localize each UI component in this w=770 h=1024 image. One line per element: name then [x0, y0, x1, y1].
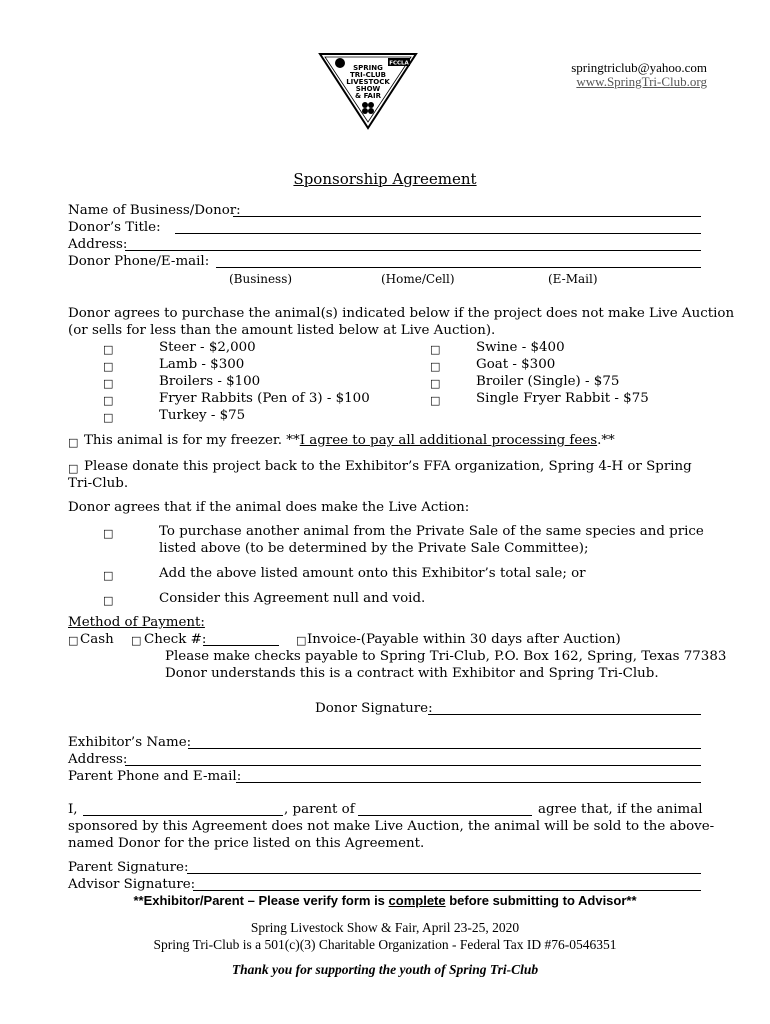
- checkbox-fryer-rabbits[interactable]: □: [103, 394, 114, 407]
- exhibitor-child-field[interactable]: [358, 815, 532, 816]
- footer-thanks: Thank you for supporting the youth of Spring Tri-Club: [231, 962, 539, 977]
- address-label: Address:: [68, 237, 128, 252]
- parent-phone-field[interactable]: [236, 782, 701, 783]
- option-swine: Swine - $400: [476, 340, 565, 355]
- address-field[interactable]: [125, 250, 701, 251]
- donor-title-label: Donor’s Title:: [68, 220, 161, 235]
- spring-tri-club-logo: [318, 52, 418, 130]
- statement-line-3: named Donor for the price listed on this Agreement.: [68, 836, 425, 851]
- option-steer: Steer - $2,000: [159, 340, 256, 355]
- svg-text:FCCLA: FCCLA: [389, 60, 409, 67]
- checkbox-lamb[interactable]: □: [103, 360, 114, 373]
- freezer-statement: This animal is for my freezer. **I agree to pay all additional processing fees.**: [84, 433, 615, 448]
- checkbox-broilers[interactable]: □: [103, 377, 114, 390]
- option-single-fryer-rabbit: Single Fryer Rabbit - $75: [476, 391, 649, 406]
- option-goat: Goat - $300: [476, 357, 556, 372]
- live-option-1-line-1: To purchase another animal from the Private Sale of the same species and price: [159, 524, 704, 539]
- checkbox-goat[interactable]: □: [430, 360, 441, 373]
- option-fryer-rabbits: Fryer Rabbits (Pen of 3) - $100: [159, 391, 370, 406]
- svg-text:SPRING: SPRING: [353, 64, 383, 72]
- statement-agree: agree that, if the animal: [538, 802, 703, 817]
- live-option-2: Add the above listed amount onto this Exhibitor’s total sale; or: [159, 566, 586, 581]
- statement-parent-of: , parent of: [284, 802, 355, 817]
- parent-signature-field[interactable]: [187, 873, 701, 874]
- advisor-signature-field[interactable]: [193, 890, 701, 891]
- payment-invoice-label: Invoice-(Payable within 30 days after Auction): [307, 632, 621, 647]
- option-lamb: Lamb - $300: [159, 357, 245, 372]
- exhibitor-address-field[interactable]: [125, 765, 701, 766]
- payment-heading: Method of Payment:: [68, 615, 205, 630]
- option-turkey: Turkey - $75: [159, 408, 246, 423]
- exhibitor-address-label: Address:: [68, 752, 128, 767]
- statement-i: I,: [68, 802, 78, 817]
- sub-homecell: (Home/Cell): [381, 272, 455, 286]
- svg-text:TRI-CLUB: TRI-CLUB: [349, 71, 387, 79]
- business-field[interactable]: [233, 216, 701, 217]
- checkbox-purchase-another[interactable]: □: [103, 527, 114, 540]
- checkbox-donate[interactable]: □: [68, 462, 79, 475]
- contact-email[interactable]: springtriclub@yahoo.com: [571, 60, 707, 75]
- business-label: Name of Business/Donor:: [68, 203, 241, 218]
- parent-phone-label: Parent Phone and E-mail:: [68, 769, 242, 784]
- sub-business: (Business): [229, 272, 293, 286]
- verify-warning: **Exhibitor/Parent – Please verify form is complete before submitting to Advisor**: [133, 893, 637, 908]
- check-number-field[interactable]: [203, 645, 279, 646]
- parent-signature-label: Parent Signature:: [68, 860, 189, 875]
- checkbox-broiler-single[interactable]: □: [430, 377, 441, 390]
- footer-tax-id: Spring Tri-Club is a 501(c)(3) Charitable Organization - Federal Tax ID #76-0546351: [153, 937, 617, 952]
- live-option-1-line-2: listed above (to be determined by the Private Sale Committee);: [159, 541, 589, 556]
- svg-text:SHOW: SHOW: [355, 85, 381, 93]
- donate-line-2: Tri-Club.: [68, 476, 129, 491]
- payment-cash-label: Cash: [80, 632, 114, 647]
- donor-signature-field[interactable]: [428, 714, 701, 715]
- payment-check-label: Check #:: [144, 632, 207, 647]
- parent-name-field[interactable]: [83, 815, 283, 816]
- checkbox-add-amount[interactable]: □: [103, 569, 114, 582]
- checkbox-steer[interactable]: □: [103, 343, 114, 356]
- checkbox-null-void[interactable]: □: [103, 594, 114, 607]
- donate-line-1: Please donate this project back to the Exhibitor’s FFA organization, Spring 4-H or Spring: [84, 459, 692, 474]
- checkbox-freezer[interactable]: □: [68, 436, 79, 449]
- phone-label: Donor Phone/E-mail:: [68, 254, 210, 269]
- contact-website[interactable]: www.SpringTri-Club.org: [576, 74, 707, 89]
- donor-signature-label: Donor Signature:: [315, 701, 433, 716]
- option-broilers: Broilers - $100: [159, 374, 261, 389]
- live-option-3: Consider this Agreement null and void.: [159, 591, 426, 606]
- svg-text:LIVESTOCK: LIVESTOCK: [346, 78, 390, 86]
- svg-text:& FAIR: & FAIR: [355, 92, 381, 100]
- option-broiler-single: Broiler (Single) - $75: [476, 374, 620, 389]
- advisor-signature-label: Advisor Signature:: [68, 877, 196, 892]
- intro-line-2: (or sells for less than the amount listed below at Live Auction).: [68, 323, 496, 338]
- checkbox-check[interactable]: □: [131, 634, 142, 647]
- checkbox-cash[interactable]: □: [68, 634, 79, 647]
- footer-event: Spring Livestock Show & Fair, April 23-25, 2020: [250, 920, 520, 935]
- sub-email: (E-Mail): [548, 272, 598, 286]
- payment-note-2: Donor understands this is a contract with Exhibitor and Spring Tri-Club.: [165, 666, 659, 681]
- intro-line-1: Donor agrees to purchase the animal(s) indicated below if the project does not make Live Auction: [68, 306, 735, 321]
- exhibitor-name-field[interactable]: [188, 748, 701, 749]
- page-title: Sponsorship Agreement: [293, 170, 477, 188]
- payment-note-1: Please make checks payable to Spring Tri-Club, P.O. Box 162, Spring, Texas 77383: [165, 649, 727, 664]
- exhibitor-name-label: Exhibitor’s Name:: [68, 735, 192, 750]
- live-action-intro: Donor agrees that if the animal does make the Live Action:: [68, 500, 470, 515]
- donor-title-field[interactable]: [175, 233, 701, 234]
- checkbox-turkey[interactable]: □: [103, 411, 114, 424]
- checkbox-swine[interactable]: □: [430, 343, 441, 356]
- checkbox-invoice[interactable]: □: [296, 634, 307, 647]
- phone-field[interactable]: [216, 267, 701, 268]
- checkbox-single-fryer-rabbit[interactable]: □: [430, 394, 441, 407]
- statement-line-2: sponsored by this Agreement does not make Live Auction, the animal will be sold to the above-: [68, 819, 715, 834]
